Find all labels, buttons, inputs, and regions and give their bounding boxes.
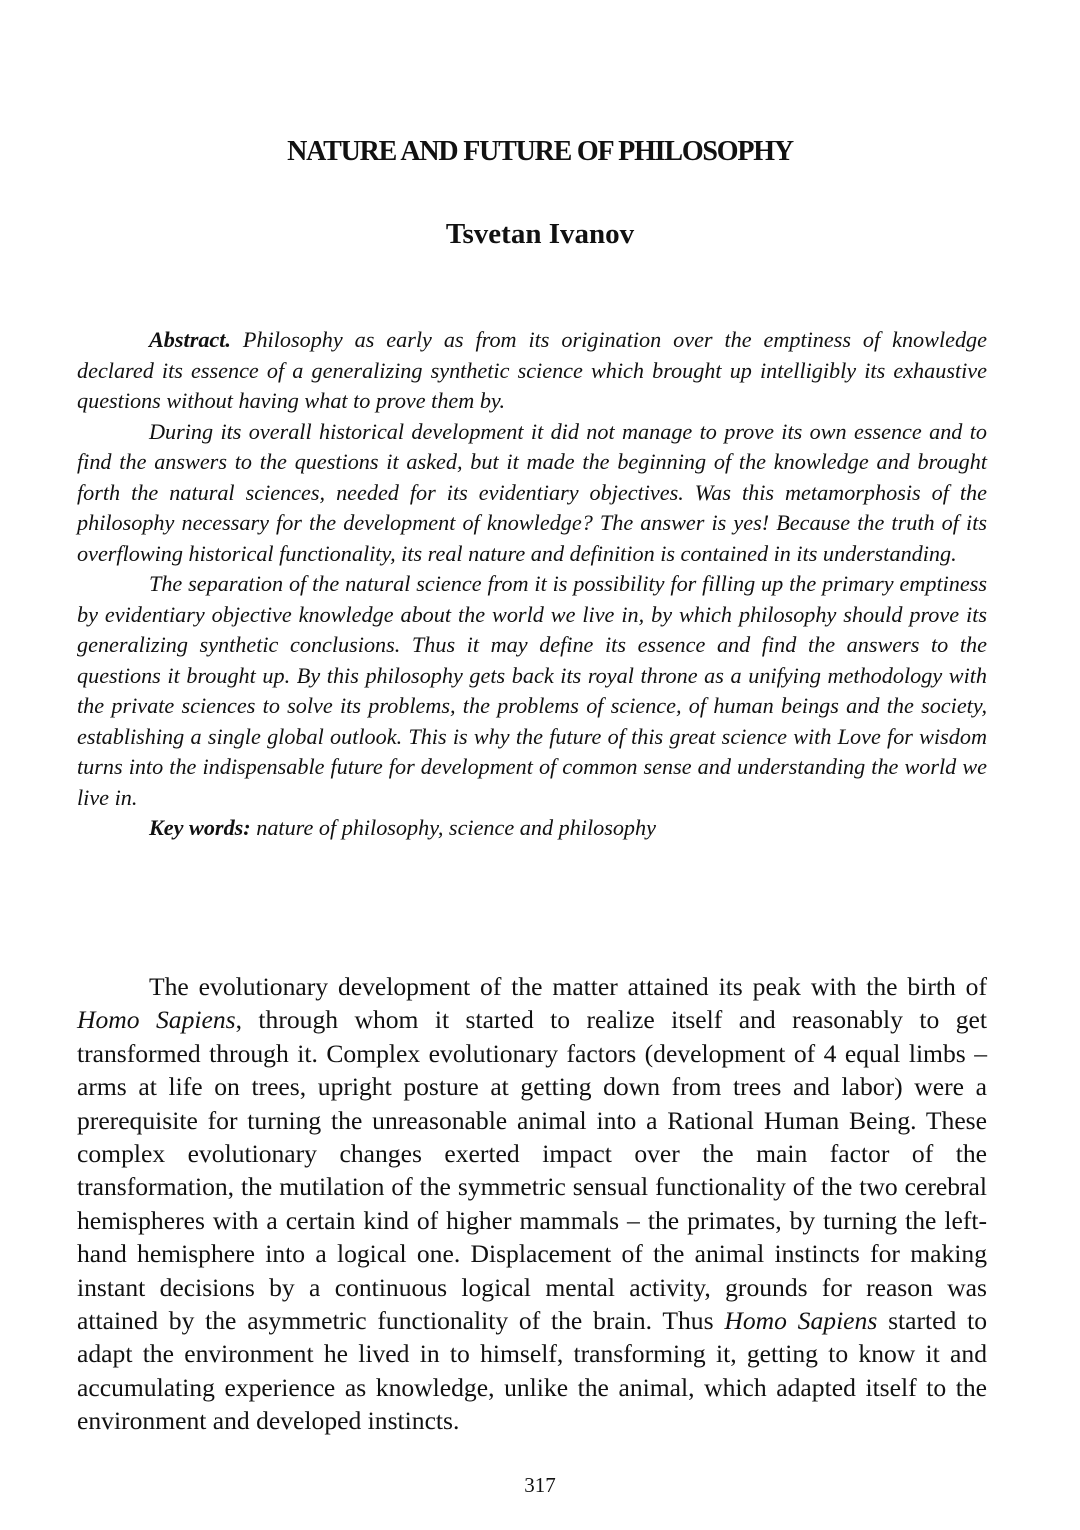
body-text-segment: started to adapt the environment he lived in to himself, transforming it, getting to know it and accumulating experience as knowledge, unlike the animal, which adapted itself to the environment and developed instincts. (77, 1306, 987, 1436)
abstract-paragraph-1 (77, 325, 987, 417)
page-number: 317 (524, 1473, 556, 1497)
paper-title: NATURE AND FUTURE OF PHILOSOPHY (287, 136, 793, 167)
abstract-paragraph-2: During its overall historical development it did not manage to prove its own essence and to find the answers to the questions it asked, but it made the beginning of the knowledge and brought forth the natural sciences, needed for its evidentiary objectives. Was this metamorphosis of the philosophy necessary for the development of knowledge? The answer is yes! Because the truth of its overflowing historical functionality, its real nature and definition is contained in its understanding. (77, 418, 987, 566)
abstract-section (77, 325, 987, 844)
species-name: Homo Sapiens (724, 1306, 878, 1336)
author-name: Tsvetan Ivanov (445, 218, 635, 250)
abstract-text-1: Philosophy as early as from its origination over the emptiness of knowledge declared its essence of a generalizing synthetic science which brought up intelligibly its exhaustive questions without having what to prove them by. (77, 327, 987, 413)
species-name: Homo Sapiens (77, 1005, 236, 1035)
keywords-text: nature of philosophy, science and philosophy (256, 815, 656, 840)
body-text-segment: The evolutionary development of the matter attained its peak with the birth of (149, 972, 987, 1001)
body-text-segment: , through whom it started to realize itself and reasonably to get transformed through it. Complex evolutionary factors (development of 4 equal limbs – arms at life on trees, upright posture at getting down from trees and labor) were a prerequisite for turning the unreasonable animal into a Rational Human Being. These complex evolutionary changes exerted impact over the main factor of the transformation, the mutilation of the symmetric sensual functionality of the two cerebral hemispheres with a certain kind of higher mammals – the primates, by turning the left-hand hemisphere into a logical one. Displacement of the animal instincts for making instant decisions by a continuous logical mental activity, grounds for reason was attained by the asymmetric functionality of the brain. Thus (77, 1005, 987, 1336)
keywords-line (77, 813, 987, 844)
body-section (77, 970, 987, 1438)
abstract-label: Abstract. (149, 327, 231, 352)
body-paragraph (77, 970, 987, 1438)
keywords-label: Key words: (149, 815, 251, 840)
abstract-paragraph-3: The separation of the natural science from it is possibility for filling up the primary emptiness by evidentiary objective knowledge about the world we live in, by which philosophy should prove its generalizing synthetic conclusions. Thus it may define its essence and find the answers to the questions it brought up. By this philosophy gets back its royal throne as a unifying methodology with the private sciences to solve its problems, the problems of science, of human beings and the society, establishing a single global outlook. This is why the future of this great science with Love for wisdom turns into the indispensable future for development of common sense and understanding the world we live in. (77, 571, 987, 810)
